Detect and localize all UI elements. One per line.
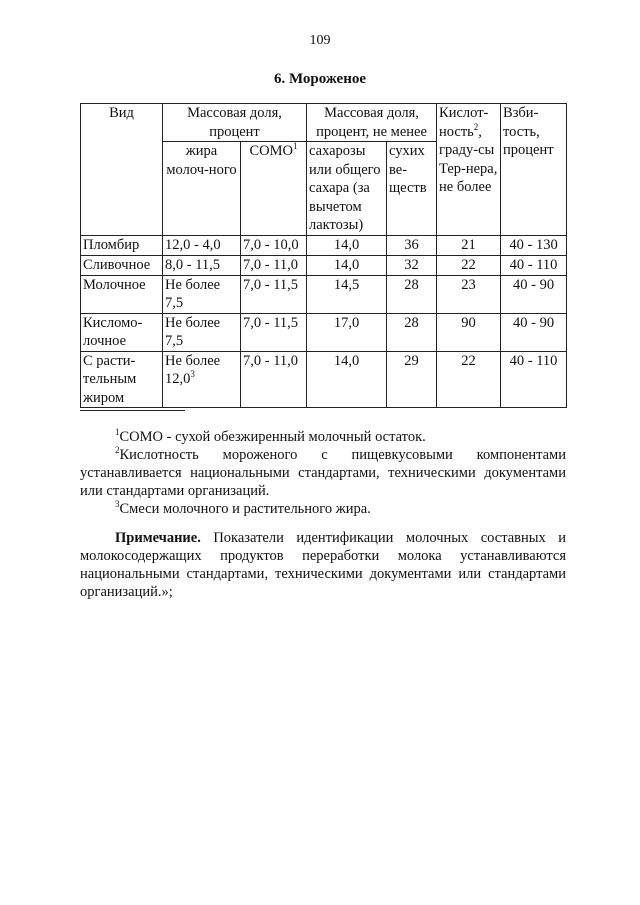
cell-whip: 40 - 90 (501, 313, 567, 351)
cell-dry: 32 (387, 255, 437, 275)
cell-whip: 40 - 110 (501, 351, 567, 408)
cell-somo: 7,0 - 11,0 (241, 255, 307, 275)
cell-somo: 7,0 - 11,0 (241, 351, 307, 408)
cell-fat: Не более 7,5 (163, 313, 241, 351)
cell-sugar: 14,0 (307, 235, 387, 255)
cell-fat: Не более 7,5 (163, 275, 241, 313)
cell-acid: 90 (437, 313, 501, 351)
header-dry: сухих ве-ществ (387, 142, 437, 236)
cell-sugar: 17,0 (307, 313, 387, 351)
cell-vid: Пломбир (81, 235, 163, 255)
table-row (81, 351, 567, 408)
footnote-separator (80, 410, 185, 411)
cell-vid: Молочное (81, 275, 163, 313)
cell-acid: 22 (437, 255, 501, 275)
page-number: 109 (309, 33, 331, 48)
footnote-2: $^2$Кислотность мороженого с пищевкусовыми компонентами устанавливается национальными стандартами, техническими документами или стандартами организаций. (80, 445, 566, 499)
cell-whip: 40 - 130 (501, 235, 567, 255)
section-title: 6. Мороженое (273, 71, 367, 87)
cell-fat: 8,0 - 11,5 (163, 255, 241, 275)
cell-acid: 22 (437, 351, 501, 408)
header-sugar: сахарозы или общего сахара (за вычетом лактозы) (307, 142, 387, 236)
cell-acid: 21 (437, 235, 501, 255)
cell-dry: 28 (387, 313, 437, 351)
cell-vid: С расти-тельным жиром (81, 351, 163, 408)
header-acidity: Кислот-ность$^2$, граду-сы Тер-нера, не более (437, 104, 501, 236)
cell-fat: 12,0 - 4,0 (163, 235, 241, 255)
footnote-1: $^1$СОМО - сухой обезжиренный молочный остаток. (115, 427, 426, 445)
header-somo: СОМО$^1$ (241, 142, 307, 236)
cell-sugar: 14,0 (307, 255, 387, 275)
cell-whip: 40 - 90 (501, 275, 567, 313)
cell-fat: Не более 12,0$^3$ (163, 351, 241, 408)
header-mass-fraction: Массовая доля, процент (163, 104, 307, 142)
header-vid: Вид (81, 104, 163, 236)
cell-sugar: 14,5 (307, 275, 387, 313)
note-paragraph: Примечание. Показатели идентификации молочных составных и молокосодержащих продуктов переработки молока устанавливаются национальными стандартами, техническими документами или стандартами организаций.»; (80, 530, 566, 600)
cell-somo: 7,0 - 11,5 (241, 275, 307, 313)
cell-dry: 36 (387, 235, 437, 255)
header-fat: жира молоч-ного (163, 142, 241, 236)
table-row (81, 275, 567, 313)
cell-dry: 28 (387, 275, 437, 313)
header-overrun: Взби-тость, процент (501, 104, 567, 236)
cell-somo: 7,0 - 10,0 (241, 235, 307, 255)
cell-somo: 7,0 - 11,5 (241, 313, 307, 351)
cell-sugar: 14,0 (307, 351, 387, 408)
cell-vid: Сливочное (81, 255, 163, 275)
cell-whip: 40 - 110 (501, 255, 567, 275)
cell-acid: 23 (437, 275, 501, 313)
table-row (81, 235, 567, 255)
header-mass-fraction-min: Массовая доля, процент, не менее (307, 104, 437, 142)
cell-dry: 29 (387, 351, 437, 408)
cell-vid: Кисломо-лочное (81, 313, 163, 351)
table-row (81, 313, 567, 351)
ice-cream-table (80, 103, 567, 408)
footnote-3: $^3$Смеси молочного и растительного жира. (115, 499, 371, 517)
table-row (81, 255, 567, 275)
